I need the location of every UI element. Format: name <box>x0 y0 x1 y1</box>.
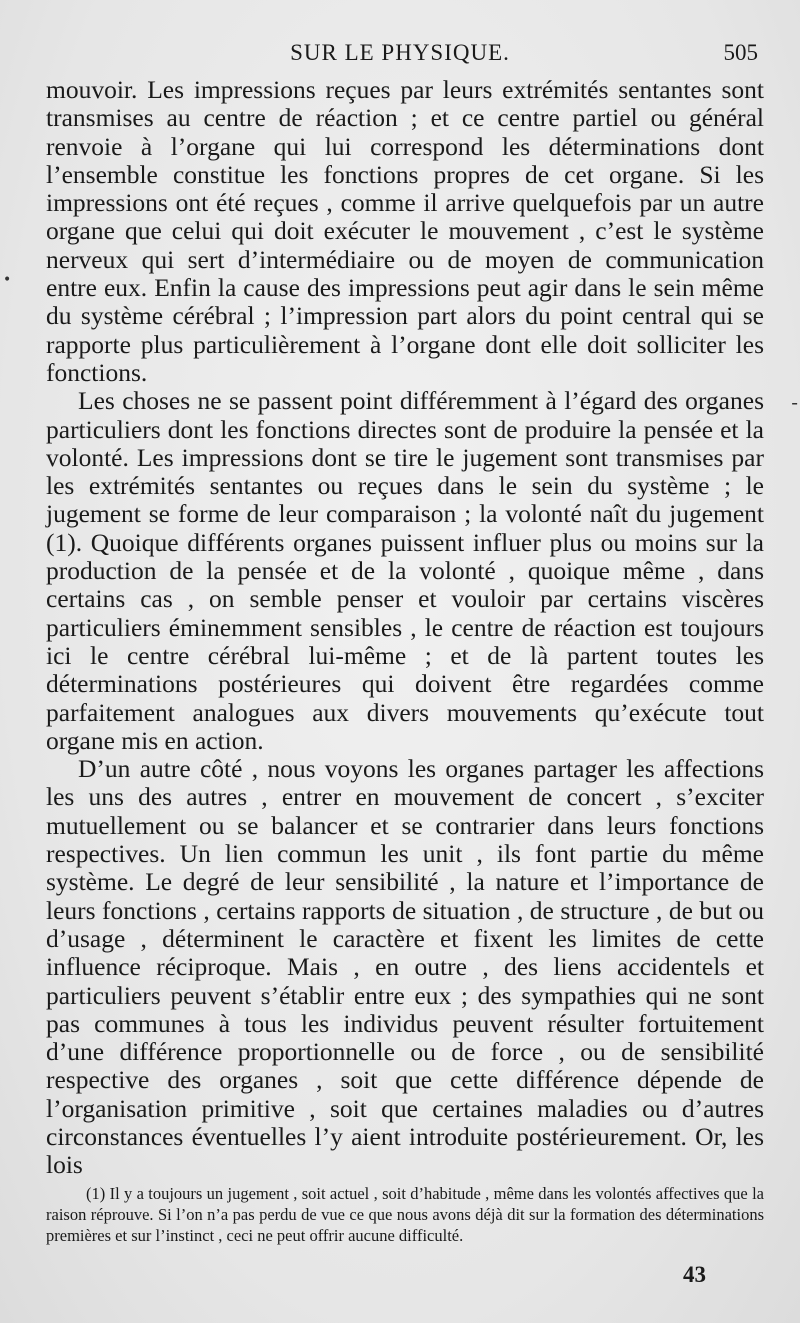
page-header <box>0 40 800 74</box>
paragraph-2: Les choses ne se passent point différemment à l’égard des organes particuliers dont les fonctions directes sont de produire la pensée et la volonté. Les impressions dont se tire le jugement sont transmises par les extrémités sentantes ou reçues dans le sein du système ; le jugement se forme de leur comparaison ; la volonté naît du jugement (1). Quoique différents organes puissent influer plus ou moins sur la production de la pensée et de la volonté , quoique même , dans certains cas , on semble penser et vouloir par certains viscères particuliers éminemment sensibles , le centre de réaction est toujours ici le centre cérébral lui-même ; et de là partent toutes les déterminations postérieures qui doivent être regardées comme parfaitement analogues aux divers mouvements qu’exécute tout organe mis en action. <box>46 386 764 755</box>
page-number: 505 <box>723 40 758 65</box>
signature-mark: 43 <box>683 1262 706 1287</box>
margin-dash: - <box>791 390 798 414</box>
footnote: (1) Il y a toujours un jugement , soit actuel , soit d’habitude , même dans les volontés affectives que la raison réprouve. Si l’on n’a pas perdu de vue ce que nous avons déjà dit sur la formation des déterminations premières et sur l’instinct , ceci ne peut offrir aucune difficulté. <box>46 1184 764 1245</box>
paragraph-3: D’un autre côté , nous voyons les organes partager les affections les uns des autres , entrer en mouvement de concert , s’exciter mutuellement ou se balancer et se contrarier dans leurs fonctions respectives. Un lien commun les unit , ils font partie du même système. Le degré de leur sensibilité , la nature et l’importance de leurs fonctions , certains rapports de situation , de structure , de but ou d’usage , déterminent le caractère et fixent les limites de cette influence réciproque. Mais , en outre , des liens accidentels et particuliers peuvent s’établir entre eux ; des sympathies qui ne sont pas communes à tous les individus peuvent résulter fortuitement d’une différence proportionnelle ou de force , ou de sensibilité respective des organes , soit que cette différence dépende de l’organisation primitive , soit que certaines maladies ou d’autres circonstances éventuelles l’y aient introduite postérieurement. Or, les lois <box>46 754 764 1180</box>
main-text <box>46 76 764 1180</box>
paragraph-1: mouvoir. Les impressions reçues par leurs extrémités sentantes sont transmises au centre de réaction ; et ce centre partiel ou général renvoie à l’organe qui lui correspond les déterminations dont l’ensemble constitue les fonctions propres de cet organe. Si les impressions ont été reçues , comme il arrive quelquefois par un autre organe que celui qui doit exécuter le mouvement , c’est le système nerveux qui sert d’intermédiaire ou de moyen de communication entre eux. Enfin la cause des impressions peut agir dans le sein même du système cérébral ; l’impression part alors du point central qui se rapporte plus particulièrement à l’organe dont elle doit solliciter les fonctions. <box>46 75 764 387</box>
running-title: SUR LE PHYSIQUE. <box>290 40 510 65</box>
margin-speck: • <box>3 272 12 288</box>
